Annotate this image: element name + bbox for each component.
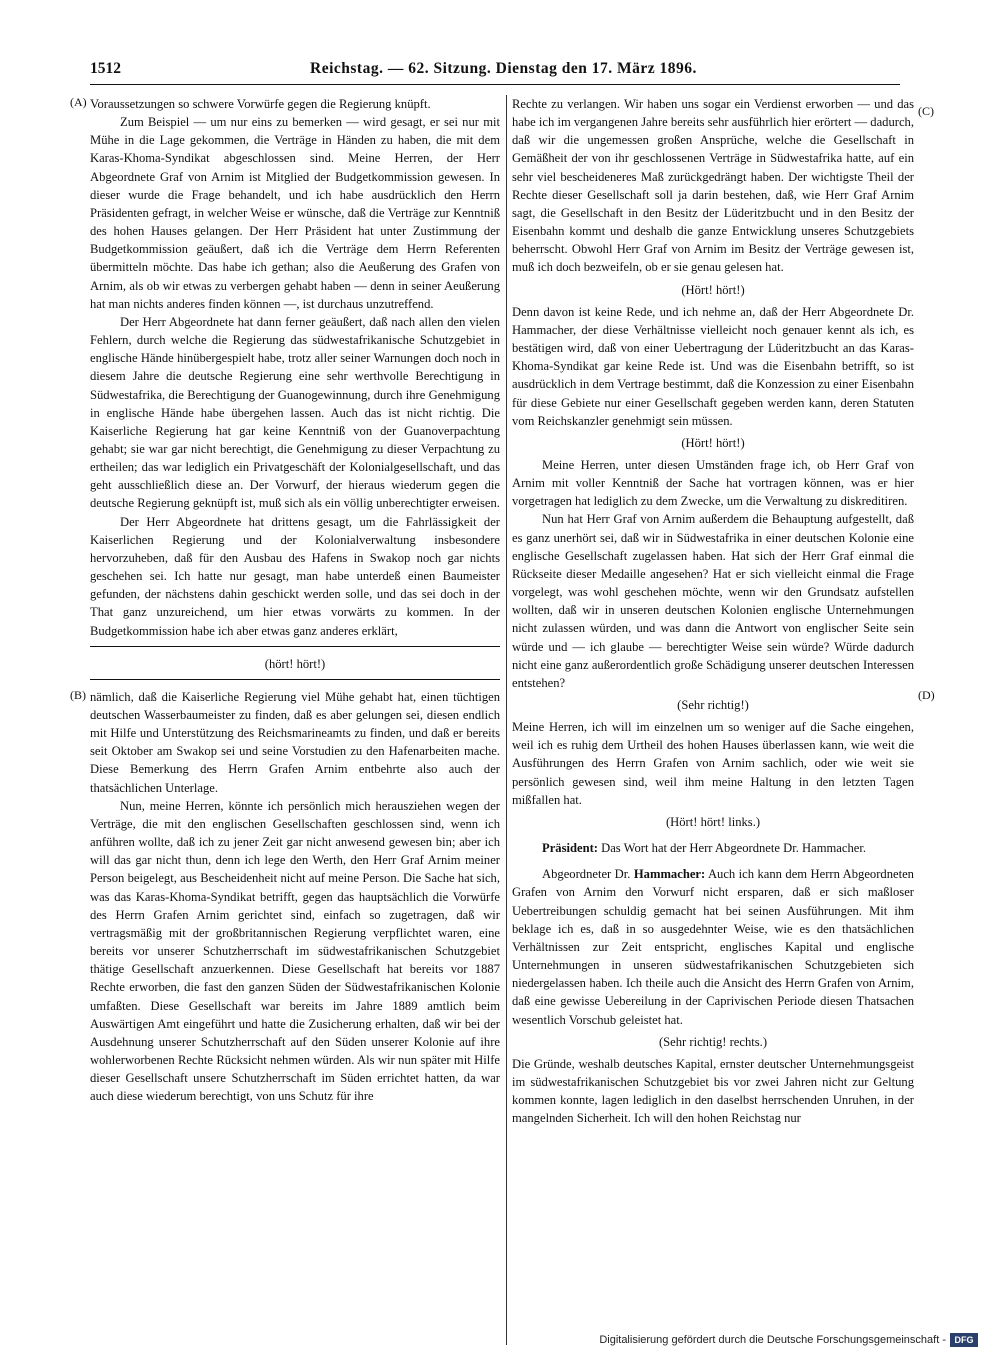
speaker-prefix: Abgeordneter Dr.: [542, 867, 631, 882]
president-label: Präsident:: [542, 841, 598, 856]
paragraph: Meine Herren, ich will im einzelnen um so weniger auf die Sache eingehen, weil ich es ruhig dem Urtheil des hohen Hauses überlassen kann, wie weit die Ausführungen des Herrn Grafen von Arnim sachlich, oder wie weit sie persönlich gewesen sind, weil ihm meine Haltung in den letzten Tagen mißfallen hat.: [512, 720, 914, 807]
margin-mark-d: (D): [918, 688, 935, 702]
right-column: [512, 95, 914, 1127]
page-number: 1512: [90, 60, 121, 77]
president-text: Das Wort hat der Herr Abgeordnete Dr. Hammacher.: [601, 841, 867, 856]
paragraph: Meine Herren, unter diesen Umständen frage ich, ob Herr Graf von Arnim mit voller Kenntniß der Sache hat vortragen können, was er hier vorgetragen hat lediglich zu dem Zwecke, um die Verwaltung zu diskreditiren.: [512, 457, 914, 509]
separator-rule: [90, 646, 500, 647]
interjection: (Sehr richtig! rechts.): [658, 1034, 768, 1049]
column-divider: [506, 95, 507, 1345]
margin-mark-a: (A): [70, 95, 87, 109]
left-column: [90, 95, 500, 1105]
speaker-paragraph: [512, 865, 914, 1028]
paragraph: nämlich, daß die Kaiserliche Regierung viel Mühe gehabt hat, einen tüchtigen deutschen Wasserbaumeister zu finden, daß es aber gelungen sei, diesen endlich mit Hilfe und Unterstützung des Reichsmarineamts zu finden, und daß er bereits seit Oktober am Swakop sei und seine Vorstudien zu den Hafenarbeiten mache. Diese Bemerkung des Herrn Grafen Arnim entbehrte also auch der thatsächlichen Unterlage.: [90, 689, 500, 795]
page-header: [90, 58, 900, 85]
interjection: (Hört! hört!): [681, 282, 745, 297]
footer-text: Digitalisierung gefördert durch die Deutsche Forschungsgemeinschaft -: [599, 1334, 946, 1346]
interjection: (Sehr richtig!): [677, 698, 749, 712]
paragraph: Denn davon ist keine Rede, und ich nehme an, daß der Herr Abgeordnete Dr. Hammacher, der diese Verhältnisse vielleicht noch genauer kennt als ich, es bestätigen wird, daß von einer Uebertragung der Lüderitzbucht an das Karas-Khoma-Syndikat gar keine Rede ist. Und was die Eisenbahn betrifft, so ist ausdrücklich in dem Vertrage bestimmt, daß die Konzession zu einer Eisenbahn für diese Gebiete nur einer Gesellschaft gegeben werden kann, deren Statuten vom Reichskanzler genehmigt sein müssen.: [512, 304, 914, 428]
interjection: (Hört! hört!): [681, 435, 745, 450]
margin-mark-c: (C): [918, 104, 934, 118]
separator-rule: [90, 679, 500, 680]
interjection: (hört! hört!): [264, 656, 326, 671]
margin-mark-b: (B): [70, 688, 86, 702]
paragraph: Zum Beispiel — um nur eins zu bemerken — wird gesagt, er sei nur mit Mühe in die Lage gekommen, die Verträge in Händen zu haben, die mit dem Karas-Khoma-Syndikat abgeschlossen sind. Meine Herren, der Herr Abgeordnete Graf von Arnim ist Mitglied der Budgetkommission gewesen. In dieser wurde die Frage behandelt, und ich habe ausdrücklich den Herrn Präsidenten gefragt, in welcher Weise er wünsche, daß die Verträge zur Kenntniß des hohen Hauses gelangen. Der Herr Präsident hat unter Zustimmung der Budgetkommission geäußert, daß ich die Verträge dem Herrn Referenten übermitteln möchte. Das habe ich gethan; also die Aeußerung des Grafen von Arnim, als ob wir etwas zu verbergen gehabt haben — denn in seiner Aeußerung hat man nichts anderes finden können —, ist durchaus unzutreffend.: [90, 115, 500, 311]
dfg-logo: DFG: [950, 1333, 978, 1347]
speaker-text: Auch ich kann dem Herrn Abgeordneten Grafen von Arnim den Vorwurf nicht ersparen, daß er sich maßloser Uebertreibungen schuldig gemacht hat bei seinen Ausführungen. Mit ihm beklage ich es, daß in so ausgedehnter Weise, wie es den thatsächlichen Verhältnissen zur Zeit entspricht, englisches Kapital und englische Unternehmungen in unseren südwestafrikanischen Schutzgebieten sich niedergelassen haben. Ich theile auch die Ansicht des Herrn Grafen von Arnim, daß eine gewisse Uebereilung in der Caprivischen Periode diesen Thatsachen wesentlich Vorschub geleistet hat.: [512, 867, 914, 1027]
paragraph: Rechte zu verlangen. Wir haben uns sogar ein Verdienst erworben — und das habe ich im vergangenen Jahre bereits sehr ausführlich hier erörtert — dadurch, daß wir die ungemessen großen Ansprüche, welche die Gesellschaft in Gemäßheit der von ihr geschlossenen Verträge in Südwestafrika hatte, auf ein sehr viel bescheideneres Maß zurückgedrängt haben. Der wichtigste Theil der Rechte dieser Gesellschaft soll ja darin bestehen, daß, wie Herr Graf Arnim sagt, die Gesellschaft in den Besitz der Lüderitzbucht und in den Besitz der Eisenbahn kommt und deshalb die ganze Entwicklung unseres Schutzgebiets beherrscht. Obwohl Herr Graf von Arnim im Besitz der Verträge gewesen ist, muß ich doch bezweifeln, ob er sie genau gelesen hat.: [512, 97, 914, 275]
paragraph: Die Gründe, weshalb deutsches Kapital, ernster deutscher Unternehmungsgeist im südwestafrikanischen Schutzgebiet bis vor zwei Jahren nicht zur Geltung kommen konnte, lagen lediglich in den daselbst herrschenden Unruhen, in der mangelnden Sicherheit. Ich will den hohen Reichstag nur: [512, 1056, 914, 1126]
paragraph: Der Herr Abgeordnete hat dann ferner geäußert, daß nach allen den vielen Fehlern, durch welche die Regierung das südwestafrikanische Schutzgebiet in englische Hände hinübergespielt habe, trotz aller seiner Warnungen doch noch in diesem Jahre die deutsche Regierung eine sehr werthvolle Berechtigung in Südwestafrika, die Berechtigung der Guanogewinnung, durch ihre Genehmigung in englische Hände habe übergehen lassen. Auch das ist nicht richtig. Die Kaiserliche Regierung hat gar keine Kenntniß von der Guanoverpachtung gehabt; sie war gar nicht berechtigt, die Genehmigung zu dieser Verpachtung zu ertheilen; das war lediglich ein Privatgeschäft der Kolonialgesellschaft, und das geht ausschließlich diese an. Der Vorwurf, der hieraus wiederum gegen die deutsche Regierung geknüpft ist, muß sich als ein völlig unberechtigter erweisen.: [90, 314, 500, 511]
paragraph: Nun hat Herr Graf von Arnim außerdem die Behauptung aufgestellt, daß es ganz unerhört sei, daß wir in Südwestafrika in einer deutschen Kolonie eine englische Gesellschaft zugelassen haben. Hat sich der Herr Graf einmal die Rückseite dieser Medaille angesehen? Hat er sich vielleicht einmal die Frage vorgelegt, was wohl geschehen möchte, wenn wir den Grundsatz aufstellen wollten, daß wir in unseren deutschen Kolonien englische Unternehmungen nicht zulassen würden, und was dann die Antwort von englischer Seite sein würde und — ich glaube — berechtigter Weise sein würde? Würde dadurch nicht eine ganz außerordentlich große Schädigung unserer deutschen Interessen entstehen?: [512, 512, 914, 690]
paragraph: Voraussetzungen so schwere Vorwürfe gegen die Regierung knüpft.: [90, 97, 431, 111]
digitization-footer: [599, 1333, 978, 1347]
interjection: (Hört! hört! links.): [665, 814, 761, 829]
paragraph: Der Herr Abgeordnete hat drittens gesagt, um die Fahrlässigkeit der Kaiserlichen Regierung und der Kolonialverwaltung insbesondere hervorzuheben, daß für den Ausbau des Hafens in Swakop noch gar nichts geschehen sei. Ich hatte nur gesagt, man habe unterdeß einen Baumeister gefunden, der nächstens dahin geschickt werden solle, und das sei doch in der That ganz unzureichend, um hier etwas vorwärts zu kommen. In der Budgetkommission habe ich aber etwas ganz anderes erklärt,: [90, 514, 500, 638]
paragraph: Nun, meine Herren, könnte ich persönlich mich herausziehen wegen der Verträge, die mit den englischen Gesellschaften geschlossen sind, wenn ich anführen wollte, daß ich zu jener Zeit gar nicht anwesend gewesen bin; aber ich will das gar nicht thun, denn ich lege den Werth, den Herr Graf Arnim meiner Person beigelegt, aus Bescheidenheit nicht auf meine Person. Die Sache hat sich, was das Karas-Khoma-Syndikat betrifft, gegen das hauptsächlich die Vorwürfe des Herrn Grafen Arnim gerichtet sind, einfach so zugetragen, daß wir vertragsmäßig mit der großbritannischen Regierung verpflichtet waren, eine bereits vor unserer Schutzherrschaft im südwestafrikanischen Schutzgebiet thätige Gesellschaft anzuerkennen. Diese Gesellschaft hat bereits vor 1887 Rechte erworben, die fast den ganzen Süden der Südwestafrikanischen Kolonie umfaßten. Diese Gesellschaft war bereits im Jahre 1889 amtlich beim Auswärtigen Amt eingeführt und hatte die Zusicherung erhalten, daß wir bei der Ausdehnung unserer Schutzherrschaft auf den Süden unserer Kolonie auf ihre wohlerworbenen Rechte Rücksicht nehmen würden. Als wir nun später mit Hilfe dieser Gesellschaft unsere Schutzherrschaft im Süden errichtet hatten, da war auch diese wiederum berechtigt, von uns Schutz für ihre: [90, 798, 500, 1104]
session-title: Reichstag. — 62. Sitzung. Dienstag den 17. März 1896.: [310, 60, 697, 77]
speaker-name: Hammacher:: [633, 867, 706, 882]
president-statement: [512, 839, 914, 857]
